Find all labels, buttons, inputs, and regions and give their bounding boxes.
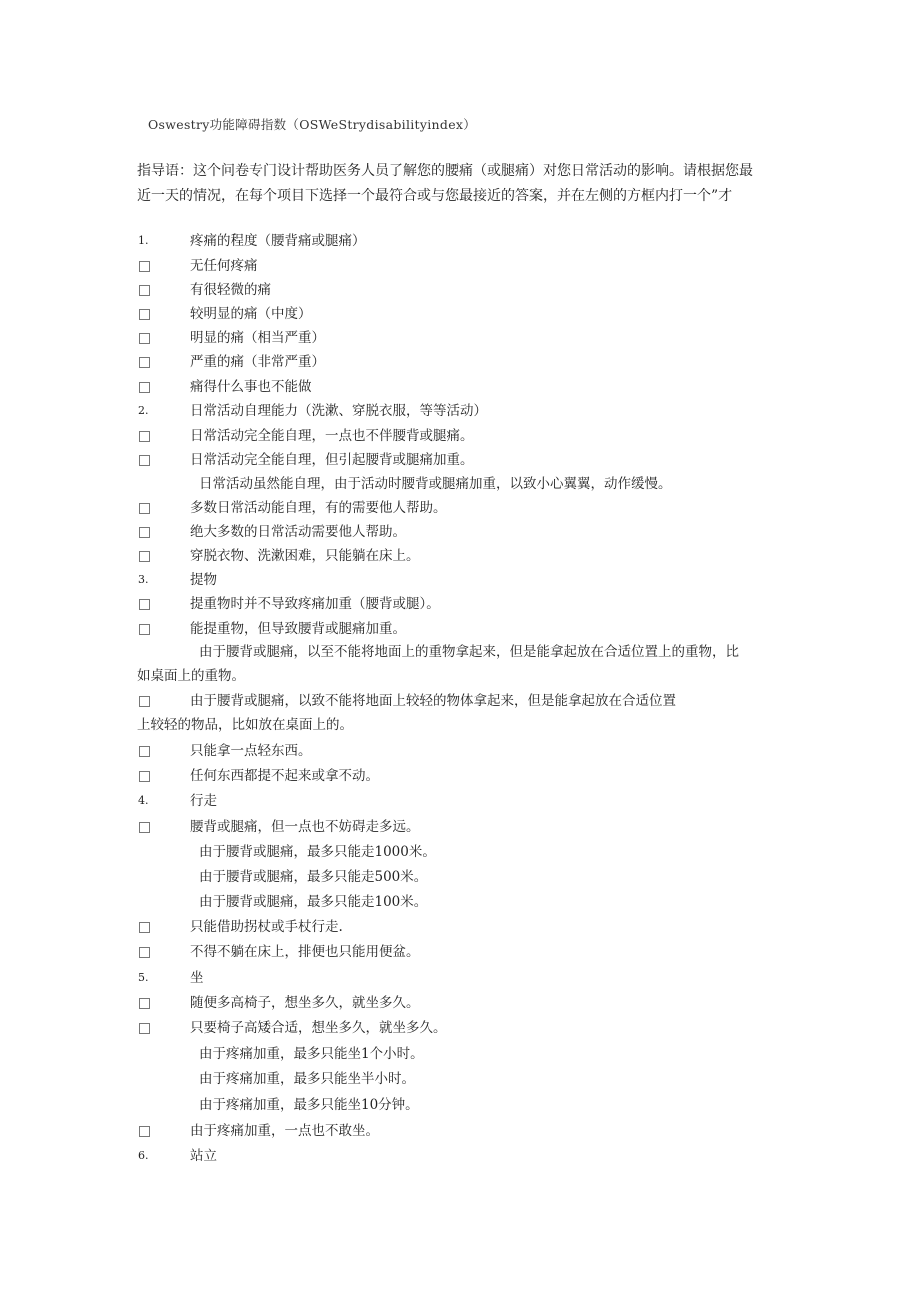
question-heading [137, 1144, 797, 1168]
answer-option [137, 302, 797, 326]
checkbox[interactable] [139, 1126, 150, 1137]
answer-option [137, 764, 797, 788]
option-continuation [137, 713, 797, 737]
checkbox[interactable] [139, 696, 150, 707]
option-label-continued: 如桌面上的重物。 [137, 668, 245, 684]
answer-option [137, 1042, 797, 1066]
checkbox[interactable] [139, 947, 150, 958]
question-heading [137, 229, 797, 253]
answer-option [137, 689, 797, 713]
question-title: 疼痛的程度（腰背痛或腿痛） [190, 233, 366, 249]
option-label: 只能借助拐杖或手杖行走. [190, 919, 343, 935]
checkbox[interactable] [139, 998, 150, 1009]
option-label: 较明显的痛（中度） [190, 306, 312, 322]
answer-option [137, 1016, 797, 1040]
option-label: 由于腰背或腿痛，最多只能走100米。 [199, 894, 428, 910]
checkbox[interactable] [139, 527, 150, 538]
instructions [137, 159, 797, 209]
answer-option [137, 617, 797, 641]
option-label: 由于疼痛加重，最多只能坐半小时。 [199, 1071, 415, 1087]
question-title: 坐 [190, 970, 204, 986]
answer-option [137, 915, 797, 939]
question-number: 6. [138, 1149, 149, 1162]
option-label: 提重物时并不导致疼痛加重（腰背或腿）。 [190, 596, 440, 612]
answer-option [137, 592, 797, 616]
option-label: 无任何疼痛 [190, 258, 258, 274]
answer-option [137, 375, 797, 399]
option-label: 日常活动完全能自理，一点也不伴腰背或腿痛。 [190, 428, 474, 444]
question-number: 4. [138, 794, 149, 807]
question-heading [137, 399, 797, 423]
checkbox[interactable] [139, 922, 150, 933]
question-number: 5. [138, 971, 149, 984]
answer-option [137, 991, 797, 1015]
answer-option [137, 254, 797, 278]
answer-option [137, 840, 797, 864]
checkbox[interactable] [139, 285, 150, 296]
question-heading [137, 789, 797, 813]
option-label: 只要椅子高矮合适，想坐多久，就坐多久。 [190, 1020, 447, 1036]
option-label: 腰背或腿痛，但一点也不妨碍走多远。 [190, 819, 420, 835]
checkbox[interactable] [139, 261, 150, 272]
option-label: 严重的痛（非常严重） [190, 354, 325, 370]
option-label: 多数日常活动能自理，有的需要他人帮助。 [190, 500, 447, 516]
question-title: 日常活动自理能力（洗漱、穿脱衣服，等等活动） [190, 403, 487, 419]
answer-option [137, 520, 797, 544]
option-label: 绝大多数的日常活动需要他人帮助。 [190, 524, 406, 540]
option-label: 穿脱衣物、洗漱困难，只能躺在床上。 [190, 548, 420, 564]
answer-option [137, 739, 797, 763]
option-label: 不得不躺在床上，排便也只能用便盆。 [190, 944, 420, 960]
checkbox[interactable] [139, 771, 150, 782]
instructions-line: 指导语：这个问卷专门设计帮助医务人员了解您的腰痛（或腿痛）对您日常活动的影响。请根据您最 [137, 163, 753, 179]
instructions-line: 近一天的情况，在每个项目下选择一个最符合或与您最接近的答案，并在左侧的方框内打一个”才 [137, 188, 733, 204]
answer-option [137, 448, 797, 472]
option-label: 有很轻微的痛 [190, 282, 271, 298]
checkbox[interactable] [139, 503, 150, 514]
question-title: 站立 [190, 1148, 217, 1164]
checkbox[interactable] [139, 551, 150, 562]
question-number: 1. [138, 234, 149, 247]
answer-option [137, 815, 797, 839]
checkbox[interactable] [139, 746, 150, 757]
answer-option [137, 1067, 797, 1091]
option-label: 由于腰背或腿痛，最多只能走500米。 [199, 869, 428, 885]
option-label: 由于腰背或腿痛，以致不能将地面上较轻的物体拿起来，但是能拿起放在合适位置 [190, 693, 676, 709]
checkbox[interactable] [139, 382, 150, 393]
answer-option [137, 1093, 797, 1117]
question-heading [137, 568, 797, 592]
checkbox[interactable] [139, 431, 150, 442]
answer-option [137, 278, 797, 302]
option-label: 由于腰背或腿痛，最多只能走1000米。 [199, 844, 436, 860]
option-label: 只能拿一点轻东西。 [190, 743, 312, 759]
question-title: 行走 [190, 793, 217, 809]
question-number: 3. [138, 573, 149, 586]
checkbox[interactable] [139, 624, 150, 635]
answer-option [137, 544, 797, 568]
option-label: 能提重物，但导致腰背或腿痛加重。 [190, 621, 406, 637]
answer-option [137, 496, 797, 520]
question-heading [137, 966, 797, 990]
checkbox[interactable] [139, 357, 150, 368]
option-label: 随便多高椅子，想坐多久，就坐多久。 [190, 995, 420, 1011]
question-number: 2. [138, 404, 149, 417]
option-label-continued: 上较轻的物品，比如放在桌面上的。 [137, 717, 353, 733]
option-label: 明显的痛（相当严重） [190, 330, 325, 346]
option-continuation [137, 664, 797, 688]
option-label: 痛得什么事也不能做 [190, 379, 312, 395]
answer-option [137, 472, 797, 496]
question-title: 提物 [190, 572, 217, 588]
answer-option [137, 640, 797, 664]
answer-option [137, 350, 797, 374]
answer-option [137, 865, 797, 889]
checkbox[interactable] [139, 822, 150, 833]
option-label: 由于疼痛加重，最多只能坐10分钟。 [199, 1097, 419, 1113]
option-label: 日常活动完全能自理，但引起腰背或腿痛加重。 [190, 452, 474, 468]
answer-option [137, 1119, 797, 1143]
checkbox[interactable] [139, 599, 150, 610]
checkbox[interactable] [139, 1023, 150, 1034]
checkbox[interactable] [139, 333, 150, 344]
document-title: Oswestry功能障碍指数（OSWeStrydisabilityindex） [148, 117, 477, 132]
answer-option [137, 890, 797, 914]
option-label: 由于疼痛加重，最多只能坐1个小时。 [199, 1046, 424, 1062]
checkbox[interactable] [139, 455, 150, 466]
option-label: 任何东西都提不起来或拿不动。 [190, 768, 379, 784]
option-label: 由于腰背或腿痛，以至不能将地面上的重物拿起来，但是能拿起放在合适位置上的重物，比 [199, 644, 739, 660]
answer-option [137, 424, 797, 448]
option-label: 由于疼痛加重，一点也不敢坐。 [190, 1123, 379, 1139]
option-label: 日常活动虽然能自理，由于活动时腰背或腿痛加重，以致小心翼翼，动作缓慢。 [199, 476, 672, 492]
checkbox[interactable] [139, 309, 150, 320]
answer-option [137, 326, 797, 350]
answer-option [137, 940, 797, 964]
